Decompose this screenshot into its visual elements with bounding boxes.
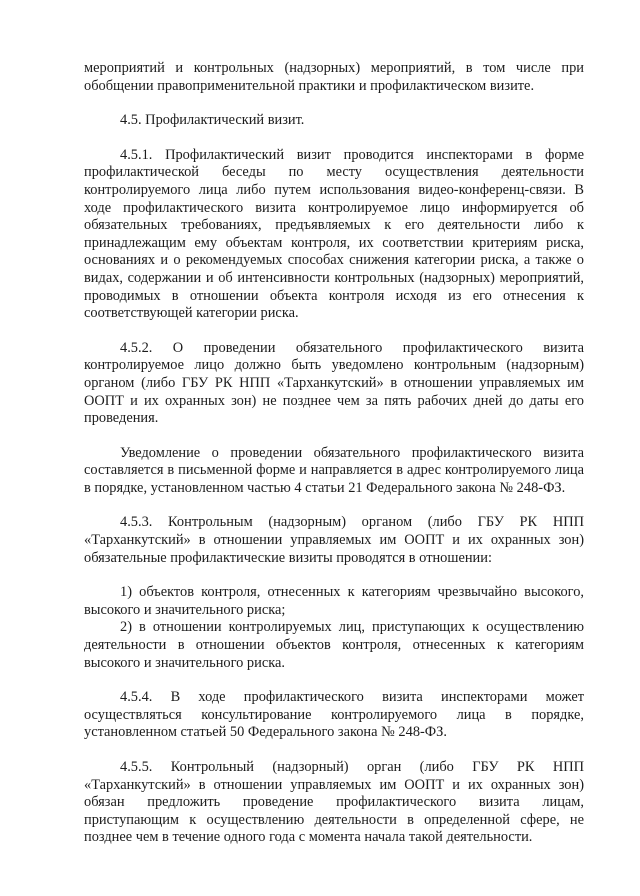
paragraph-4-5-4: 4.5.4. В ходе профилактического визита инспекторами может осуществляться консультирование контролируемого лица в порядке, установленном статьей 50 Федерального закона № 248-ФЗ. (84, 689, 584, 741)
paragraph-4-5-1: 4.5.1. Профилактический визит проводится инспекторами в форме профилактической беседы по месту осуществления деятельности контролируемого лица либо путем использования видео-конференц-связи. В ходе профилактического визита контролируемое лицо информируется об обязательных требованиях, предъявляемых к его деятельности либо к принадлежащим ему объектам контроля, их соответствии критериям риска, основаниях и о рекомендуемых способах снижения категории риска, а также о видах, содержании и об интенсивности контрольных (надзорных) мероприятий, проводимых в отношении объекта контроля исходя из его отнесения к соответствующей категории риска. (84, 146, 584, 322)
paragraph-continuation: мероприятий и контрольных (надзорных) мероприятий, в том числе при обобщении правоприменительной практики и профилактическом визите. (84, 60, 584, 94)
paragraph-4-5-2: 4.5.2. О проведении обязательного профилактического визита контролируемое лицо должно быть уведомлено контрольным (надзорным) органом (либо ГБУ РК НПП «Тарханкутский» в отношении управляемых им ООПТ и их охранных зон) не позднее чем за пять рабочих дней до даты его проведения. (84, 339, 584, 427)
paragraph-notification: Уведомление о проведении обязательного профилактического визита составляется в письменной форме и направляется в адрес контролируемого лица в порядке, установленном частью 4 статьи 21 Федерального закона № 248-ФЗ. (84, 444, 584, 496)
paragraph-4-5-3: 4.5.3. Контрольным (надзорным) органом (либо ГБУ РК НПП «Тарханкутский» в отношении управляемых им ООПТ и их охранных зон) обязательные профилактические визиты проводятся в отношении: (84, 514, 584, 566)
list-item-1: 1) объектов контроля, отнесенных к категориям чрезвычайно высокого, высокого и значительного риска; (84, 584, 584, 618)
list-item-2: 2) в отношении контролируемых лиц, приступающих к осуществлению деятельности в отношении объектов контроля, отнесенных к категориям высокого и значительного риска. (84, 619, 584, 671)
section-heading-4-5: 4.5. Профилактический визит. (120, 112, 305, 129)
paragraph-4-5-5: 4.5.5. Контрольный (надзорный) орган (либо ГБУ РК НПП «Тарханкутский» в отношении управляемых им ООПТ и их охранных зон) обязан предложить проведение профилактического визита лицам, приступающим к осуществлению деятельности в определенной сфере, не позднее чем в течение одного года с момента начала такой деятельности. (84, 759, 584, 846)
